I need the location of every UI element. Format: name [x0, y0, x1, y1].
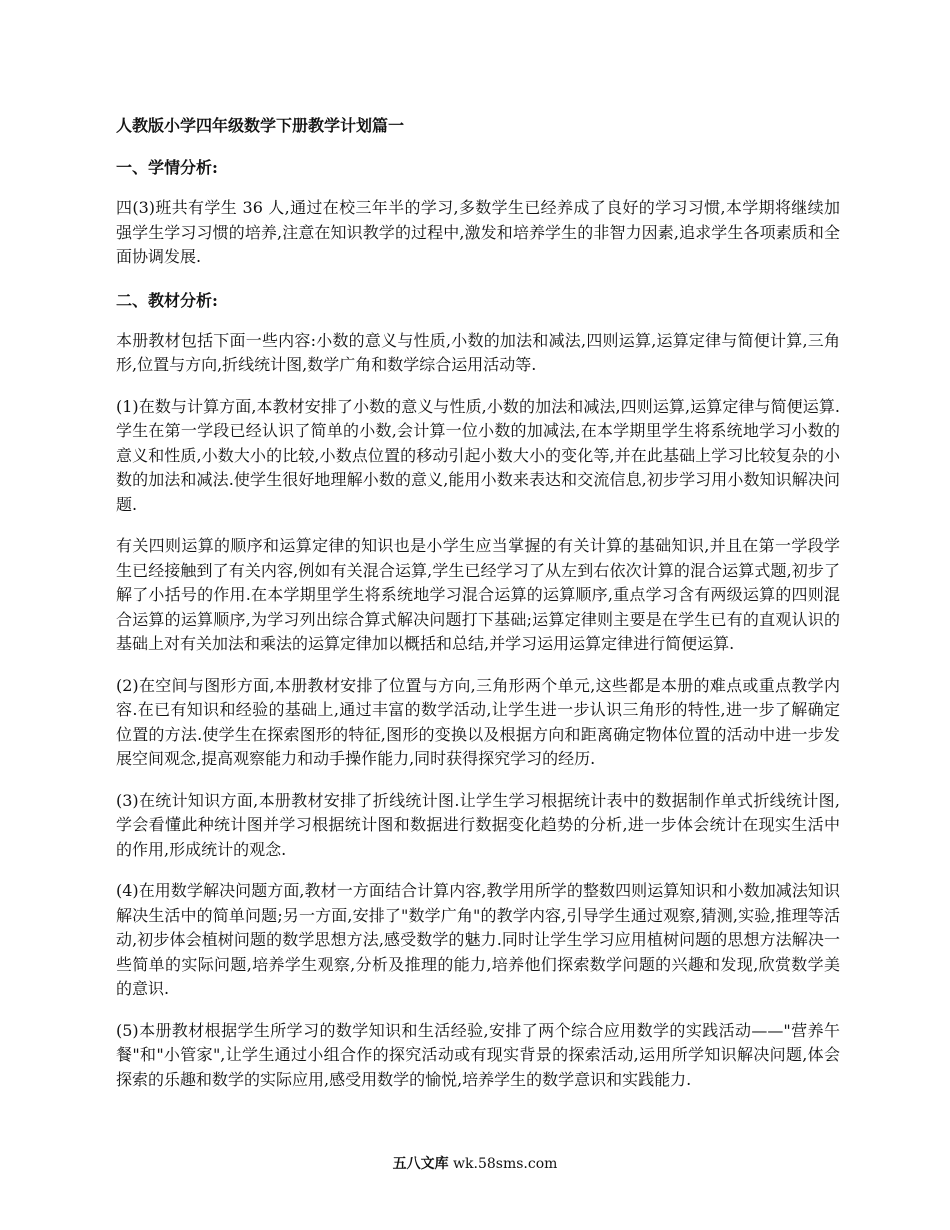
document-title: 人教版小学四年级数学下册教学计划篇一: [116, 116, 405, 135]
document-body: [116, 112, 840, 1109]
paragraph: 四(3)班共有学生 36 人,通过在校三年半的学习,多数学生已经养成了良好的学习习惯,本学期将继续加强学生学习习惯的培养,注意在知识教学的过程中,激发和培养学生的非智力因素,追求学生各项素质和全面协调发展.: [116, 198, 840, 266]
section-heading-textbook-analysis: 二、教材分析:: [116, 290, 218, 310]
paragraph: (3)在统计知识方面,本册教材安排了折线统计图.让学生学习根据统计表中的数据制作单式折线统计图,学会看懂此种统计图并学习根据统计图和数据进行数据变化趋势的分析,进一步体会统计在现实生活中的作用,形成统计的观念.: [116, 790, 840, 859]
section-heading-student-analysis: 一、学情分析:: [116, 158, 218, 177]
paragraph: (2)在空间与图形方面,本册教材安排了位置与方向,三角形两个单元,这些都是本册的难点或重点教学内容.在已有知识和经验的基础上,通过丰富的数学活动,让学生进一步认识三角形的特性,进一步了解确定位置的方法.使学生在探索图形的特征,图形的变换以及根据方向和距离确定物体位置的活动中进一步发展空间观念,提高观察能力和动手操作能力,同时获得探究学习的经历.: [116, 675, 840, 768]
paragraph: (1)在数与计算方面,本教材安排了小数的意义与性质,小数的加法和减法,四则运算,运算定律与简便运算.学生在第一学段已经认识了简单的小数,会计算一位小数的加减法,在本学期里学生将系统地学习小数的意义和性质,小数大小的比较,小数点位置的移动引起小数大小的变化等,并在此基础上学习比较复杂的小数的加法和减法.使学生很好地理解小数的意义,能用小数来表达和交流信息,初步学习用小数知识解决问题.: [116, 396, 840, 514]
paragraph: 有关四则运算的顺序和运算定律的知识也是小学生应当掌握的有关计算的基础知识,并且在第一学段学生已经接触到了有关内容,例如有关混合运算,学生已经学习了从左到右依次计算的混合运算式题,初步了解了小括号的作用.在本学期里学生将系统地学习混合运算的运算顺序,重点学习含有两级运算的四则混合运算的运算顺序,为学习列出综合算式解决问题打下基础;运算定律则主要是在学生已有的直观认识的基础上对有关加法和乘法的运算定律加以概括和总结,并学习运用运算定律进行简便运算.: [116, 536, 840, 653]
paragraph: (4)在用数学解决问题方面,教材一方面结合计算内容,教学用所学的整数四则运算知识和小数加减法知识解决生活中的简单问题;另一方面,安排了"数学广角"的教学内容,引导学生通过观察,猜测,实验,推理等活动,初步体会植树问题的数学思想方法,感受数学的魅力.同时让学生学习应用植树问题的思想方法解决一些简单的实际问题,培养学生观察,分析及推理的能力,培养他们探索数学问题的兴趣和发现,欣赏数学美的意识.: [116, 881, 840, 998]
paragraph: (5)本册教材根据学生所学习的数学知识和生活经验,安排了两个综合应用数学的实践活动——"营养午餐"和"小管家",让学生通过小组合作的探究活动或有现实背景的探索活动,运用所学知识解决问题,体会探索的乐趣和数学的实际应用,感受用数学的愉悦,培养学生的数学意识和实践能力.: [116, 1020, 840, 1089]
footer-url[interactable]: wk.58sms.com: [453, 1156, 558, 1172]
footer-brand: 五八文库: [392, 1156, 449, 1172]
paragraph: 本册教材包括下面一些内容:小数的意义与性质,小数的加法和减法,四则运算,运算定律与简便计算,三角形,位置与方向,折线统计图,数学广角和数学综合运用活动等.: [116, 330, 840, 374]
page-footer: [0, 1154, 950, 1174]
